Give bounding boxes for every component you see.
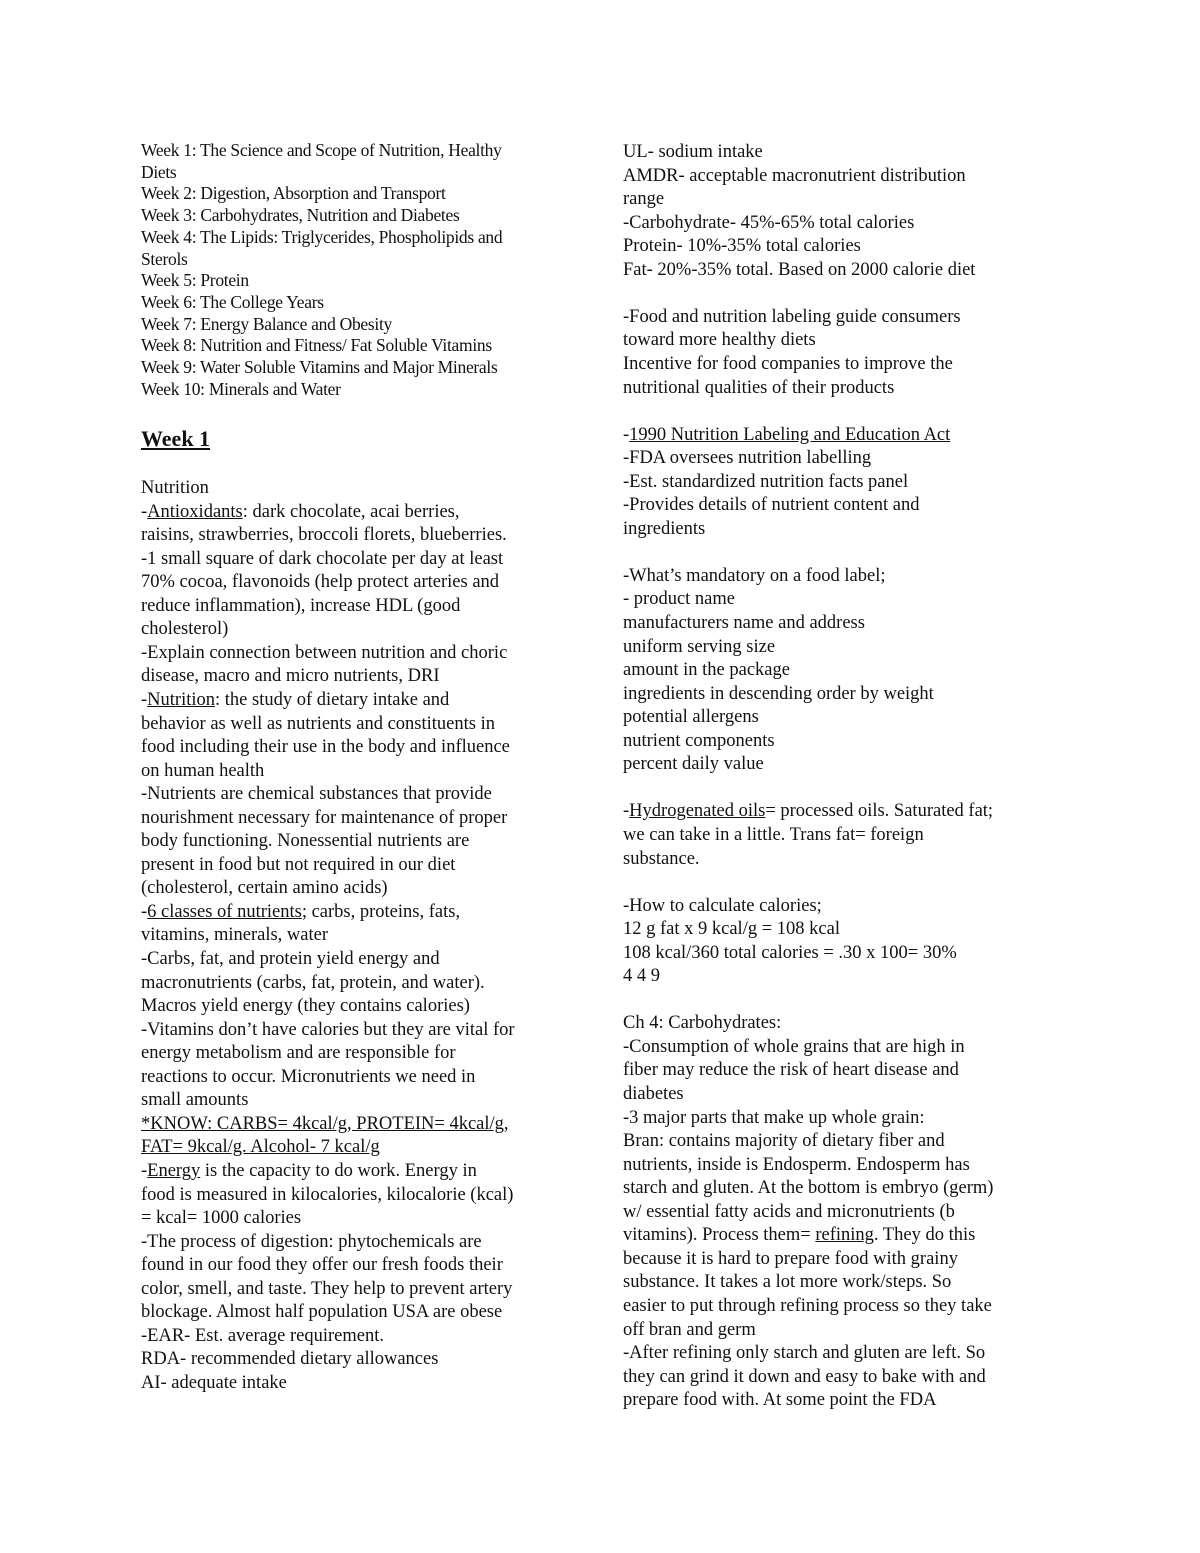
text-segment: -Food and nutrition labeling guide consumers [623, 306, 961, 327]
note-line [141, 1278, 512, 1301]
note-line [623, 188, 664, 211]
text-segment: -Est. standardized nutrition facts panel [623, 471, 909, 492]
text-segment: AMDR- acceptable macronutrient distribution [623, 165, 966, 186]
text-segment: -After refining only starch and gluten are left. So [623, 1343, 986, 1364]
text-segment: -How to calculate calories; [623, 895, 822, 916]
text-segment: on human health [141, 760, 265, 781]
underlined-text: refining [815, 1225, 874, 1246]
text-segment: food is measured in kilocalories, kilocalorie (kcal) [141, 1184, 514, 1205]
underlined-text: Antioxidants [147, 501, 243, 522]
text-segment: 108 kcal/360 total calories = .30 x 100= 30% [623, 942, 957, 963]
text-segment: w/ essential fatty acids and micronutrients (b [623, 1201, 955, 1222]
text-segment: RDA- recommended dietary allowances [141, 1349, 439, 1370]
text-segment: Protein- 10%-35% total calories [623, 236, 861, 257]
toc-item: Diets [141, 161, 177, 182]
note-line [623, 612, 865, 635]
text-segment: Macros yield energy (they contains calories) [141, 996, 470, 1017]
note-line [623, 259, 975, 282]
note-line [141, 1231, 482, 1254]
text-segment: = processed oils. Saturated fat; [765, 801, 994, 822]
text-segment: : the study of dietary intake and [215, 689, 450, 710]
note-line [623, 1036, 965, 1059]
text-segment: Incentive for food companies to improve the [623, 353, 953, 374]
note-line [623, 965, 660, 988]
note-line [623, 895, 822, 918]
note-line [623, 730, 775, 753]
text-segment: -Carbs, fat, and protein yield energy and [141, 949, 440, 969]
text-segment: substance. It takes a lot more work/steps. So [623, 1272, 952, 1293]
underlined-text: 6 classes of nutrients [147, 901, 302, 922]
text-segment: : dark chocolate, acai berries, [242, 501, 460, 522]
note-line [141, 830, 469, 853]
text-segment: uniform serving size [623, 636, 776, 657]
text-segment: (cholesterol, certain amino acids) [141, 878, 388, 899]
text-segment: 12 g fat x 9 kcal/g = 108 kcal [623, 919, 840, 940]
text-segment: starch and gluten. At the bottom is embryo (germ) [623, 1178, 994, 1199]
text-segment: we can take in a little. Trans fat= foreign [623, 824, 924, 845]
text-segment: AI- adequate intake [141, 1372, 287, 1393]
note-line [623, 1154, 970, 1177]
toc-item: Week 6: The College Years [141, 291, 324, 312]
note-line [623, 1177, 993, 1200]
text-segment: 4 4 9 [623, 966, 660, 987]
note-line [623, 1083, 684, 1106]
text-segment: - product name [623, 589, 735, 610]
note-line [623, 800, 993, 823]
note-line [623, 141, 763, 164]
text-segment: easier to put through refining process so they take [623, 1295, 992, 1316]
underlined-text: 1990 Nutrition Labeling and Education Act [629, 424, 951, 445]
text-segment: range [623, 189, 665, 210]
note-line [141, 877, 388, 900]
text-segment: UL- sodium intake [623, 142, 763, 162]
note-line [141, 1136, 380, 1159]
note-line [141, 972, 485, 995]
note-line [141, 689, 449, 712]
note-line [623, 1389, 936, 1412]
note-line [623, 1012, 781, 1035]
text-segment: substance. [623, 848, 700, 869]
note-line [623, 753, 764, 776]
text-segment: - [141, 501, 148, 522]
text-segment: ingredients [623, 518, 706, 539]
note-line [623, 706, 759, 729]
toc-item: Week 2: Digestion, Absorption and Transport [141, 183, 446, 204]
note-line [623, 636, 775, 659]
text-segment: -Carbohydrate- 45%-65% total calories [623, 212, 915, 233]
note-line [141, 924, 328, 947]
note-line [623, 918, 840, 941]
text-segment: raisins, strawberries, broccoli florets, blueberries. [141, 525, 507, 546]
note-line [623, 1059, 959, 1082]
note-line [623, 306, 961, 329]
text-segment: vitamins, minerals, water [141, 925, 329, 946]
note-line [141, 783, 492, 806]
underlined-text: Hydrogenated oils [629, 801, 766, 822]
note-line [623, 377, 894, 400]
text-segment: reactions to occur. Micronutrients we need in [141, 1066, 476, 1087]
text-segment: behavior as well as nutrients and constituents in [141, 713, 495, 734]
text-segment: Nutrition [141, 478, 209, 498]
text-segment: small amounts [141, 1090, 249, 1111]
note-line [141, 1089, 248, 1112]
note-line [141, 571, 499, 594]
note-line [141, 1372, 287, 1395]
text-segment: present in food but not required in our diet [141, 854, 456, 875]
note-line [141, 501, 460, 524]
text-segment: energy metabolism and are responsible for [141, 1043, 456, 1064]
text-segment: -1 small square of dark chocolate per day at least [141, 548, 504, 569]
note-line [141, 642, 507, 665]
text-segment: because it is hard to prepare food with grainy [623, 1248, 958, 1269]
note-line [623, 1201, 955, 1224]
text-segment: off bran and germ [623, 1319, 756, 1340]
note-line [623, 235, 861, 258]
note-line [141, 736, 510, 759]
note-line [623, 1248, 958, 1271]
note-line [141, 1325, 384, 1348]
note-line [623, 329, 816, 352]
toc-item: Week 1: The Science and Scope of Nutrition, Healthy [141, 140, 502, 160]
note-line [141, 948, 440, 971]
text-segment: - [141, 689, 148, 710]
text-segment: is the capacity to do work. Energy in [200, 1160, 477, 1181]
text-segment: body functioning. Nonessential nutrients are [141, 831, 470, 852]
note-line [623, 1295, 992, 1318]
text-segment: - [141, 901, 148, 922]
note-line [141, 665, 439, 688]
text-segment: -The process of digestion: phytochemicals are [141, 1231, 482, 1252]
note-line [623, 1130, 945, 1153]
toc-item: Week 8: Nutrition and Fitness/ Fat Soluble Vitamins [141, 335, 492, 356]
note-line [141, 1254, 503, 1277]
text-segment: Fat- 20%-35% total. Based on 2000 calorie diet [623, 259, 976, 280]
text-segment: ; carbs, proteins, fats, [301, 901, 461, 922]
toc-item: Week 3: Carbohydrates, Nutrition and Diabetes [141, 205, 460, 226]
toc-item: Week 7: Energy Balance and Obesity [141, 313, 392, 334]
underlined-text: FAT= 9kcal/g. Alcohol- 7 kcal/g [141, 1137, 380, 1158]
text-segment: nutritional qualities of their products [623, 377, 895, 398]
text-segment: prepare food with. At some point the FDA [623, 1390, 937, 1411]
underlined-text: Nutrition [147, 689, 216, 710]
text-segment: nourishment necessary for maintenance of proper [141, 807, 508, 828]
text-segment: they can grind it down and easy to bake with and [623, 1366, 986, 1387]
note-line [141, 1348, 438, 1371]
note-line [141, 854, 455, 877]
text-segment: color, smell, and taste. They help to prevent artery [141, 1278, 513, 1299]
note-line [623, 659, 790, 682]
note-line [623, 588, 735, 611]
note-line [141, 760, 264, 783]
note-line [141, 1042, 456, 1065]
note-line [141, 995, 470, 1018]
underlined-text: *KNOW: CARBS= 4kcal/g, PROTEIN= 4kcal/g, [141, 1113, 509, 1134]
text-segment: nutrients, inside is Endosperm. Endosperm has [623, 1154, 970, 1175]
note-line [623, 471, 908, 494]
text-segment: diabetes [623, 1084, 684, 1104]
text-segment: ingredients in descending order by weight [623, 683, 934, 704]
toc-item: Week 10: Minerals and Water [141, 378, 341, 399]
text-segment: -Explain connection between nutrition and choric [141, 642, 508, 663]
toc-item: Week 5: Protein [141, 270, 249, 291]
text-segment: Bran: contains majority of dietary fiber and [623, 1131, 945, 1152]
note-line [141, 477, 209, 500]
note-line [141, 713, 495, 736]
text-segment: reduce inflammation), increase HDL (good [141, 595, 461, 616]
text-segment: - [141, 1160, 148, 1181]
toc-item: Week 9: Water Soluble Vitamins and Major Minerals [141, 357, 498, 377]
text-segment: Ch 4: Carbohydrates: [623, 1013, 782, 1034]
note-line [623, 824, 924, 847]
note-line [623, 683, 934, 706]
text-segment: found in our food they offer our fresh foods their [141, 1255, 503, 1276]
text-segment: -3 major parts that make up whole grain: [623, 1107, 925, 1128]
text-segment: disease, macro and micro nutrients, DRI [141, 666, 440, 687]
note-line [623, 447, 871, 470]
note-line [141, 1207, 301, 1230]
note-line [623, 1224, 975, 1247]
toc-item: Week 4: The Lipids: Triglycerides, Phospholipids and [141, 226, 503, 247]
note-line [623, 1366, 986, 1389]
text-segment: food including their use in the body and influence [141, 737, 510, 758]
text-segment: -Vitamins don’t have calories but they are vital for [141, 1019, 515, 1040]
note-line [623, 494, 919, 517]
text-segment: - [623, 424, 630, 445]
note-line [141, 1113, 509, 1136]
text-segment: toward more healthy diets [623, 330, 816, 351]
note-line [141, 1019, 515, 1042]
note-line [141, 548, 503, 571]
note-line [623, 848, 700, 871]
text-segment: percent daily value [623, 754, 764, 775]
note-line [141, 901, 460, 924]
note-line [141, 595, 460, 618]
note-line [623, 353, 953, 376]
section-heading: Week 1 [141, 426, 211, 451]
note-line [141, 1160, 477, 1183]
note-line [623, 518, 705, 541]
text-segment: vitamins). Process them= [623, 1225, 816, 1246]
note-line [623, 1271, 951, 1294]
text-segment: macronutrients (carbs, fat, protein, and water). [141, 972, 485, 993]
text-segment: -What’s mandatory on a food label; [623, 565, 886, 586]
text-segment: cholesterol) [141, 619, 229, 640]
underlined-text: Energy [147, 1160, 201, 1181]
text-segment: fiber may reduce the risk of heart disease and [623, 1060, 959, 1081]
text-segment: amount in the package [623, 660, 790, 681]
note-line [141, 618, 228, 641]
note-line [141, 524, 507, 547]
text-segment: blockage. Almost half population USA are obese [141, 1302, 503, 1323]
note-line [623, 212, 914, 235]
note-line [623, 942, 957, 965]
text-segment: -Provides details of nutrient content and [623, 495, 920, 516]
text-segment: potential allergens [623, 707, 759, 728]
text-segment: -Nutrients are chemical substances that provide [141, 784, 492, 805]
toc-item: Sterols [141, 248, 188, 269]
text-segment: -EAR- Est. average requirement. [141, 1325, 384, 1346]
text-segment: 70% cocoa, flavonoids (help protect arteries and [141, 572, 500, 593]
text-segment: -FDA oversees nutrition labelling [623, 448, 872, 469]
text-segment: . They do this [873, 1225, 976, 1246]
note-line [141, 1066, 475, 1089]
note-line [141, 807, 507, 830]
note-line [623, 1342, 985, 1365]
note-line [141, 1301, 502, 1324]
text-segment: - [623, 801, 630, 822]
note-line [623, 424, 950, 447]
text-segment: = kcal= 1000 calories [141, 1208, 302, 1229]
note-line [623, 565, 886, 588]
note-line [623, 165, 966, 188]
text-segment: manufacturers name and address [623, 613, 865, 633]
note-line [623, 1319, 756, 1342]
text-segment: nutrient components [623, 730, 775, 751]
text-segment: -Consumption of whole grains that are high in [623, 1036, 965, 1057]
note-line [141, 1184, 513, 1207]
note-line [623, 1107, 925, 1130]
